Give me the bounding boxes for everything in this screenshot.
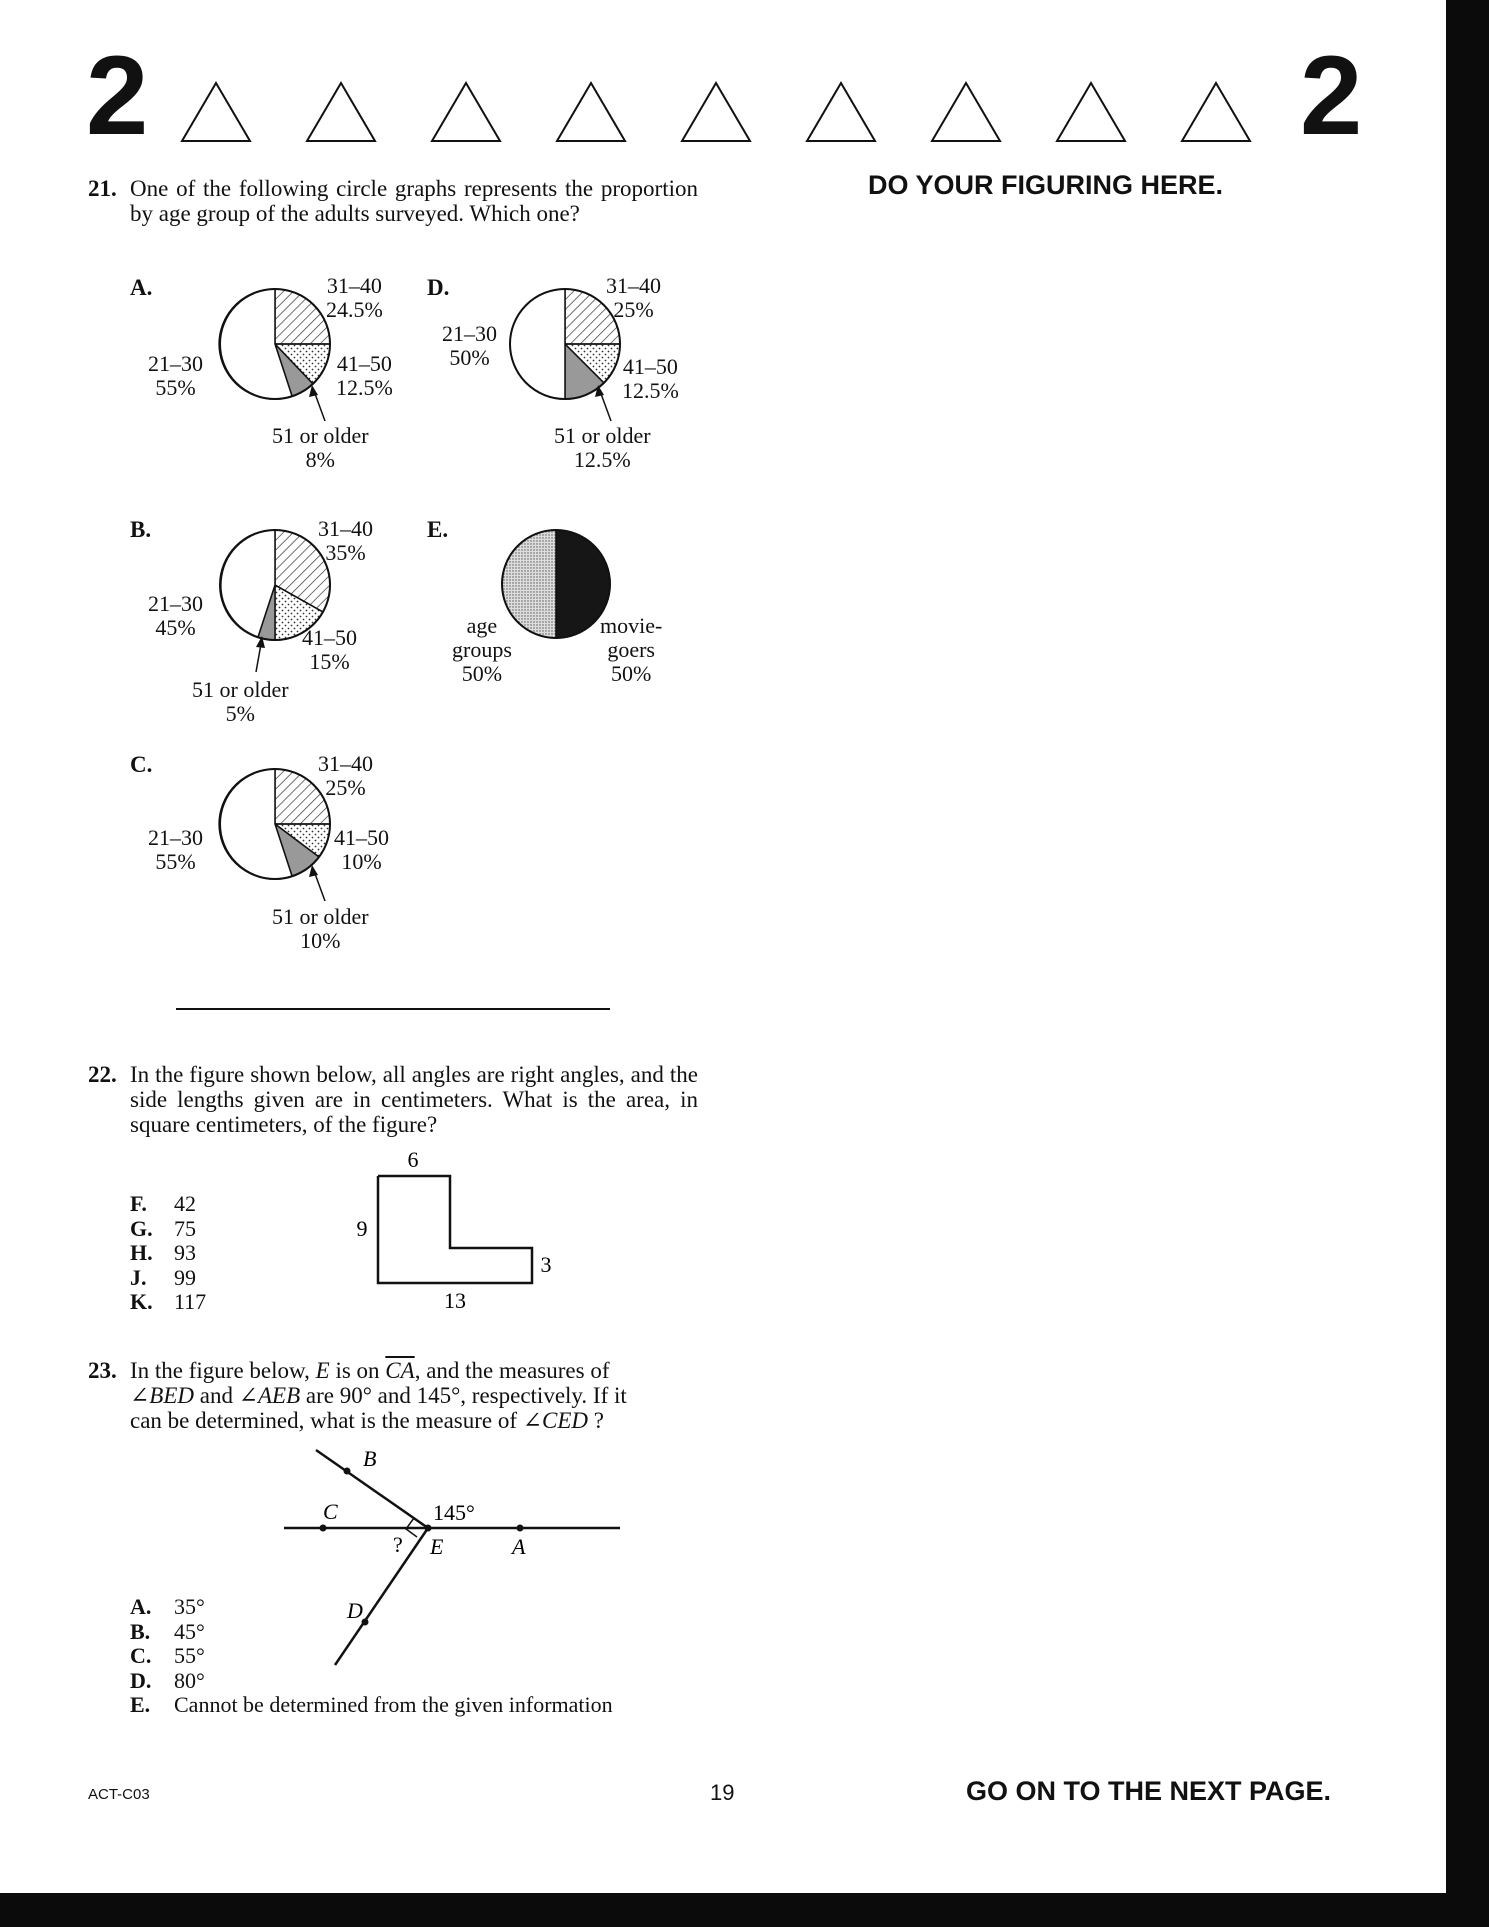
answer-choice[interactable]: K. 117 <box>130 1289 207 1314</box>
scan-edge-bottom <box>0 1893 1489 1927</box>
triangle-icon <box>1180 80 1252 144</box>
option-letter: E. <box>427 517 449 542</box>
slice-label-31-40: 31–40 25% <box>606 273 661 322</box>
pointer-arrow <box>300 385 330 425</box>
slice-label-41-50: 41–50 12.5% <box>622 354 679 403</box>
question-number: 23. <box>88 1358 117 1383</box>
slice-label-51-older: 51 or older 8% <box>272 423 369 472</box>
figuring-note: DO YOUR FIGURING HERE. <box>868 170 1224 200</box>
answer-choices <box>130 1595 613 1718</box>
divider <box>176 1008 610 1010</box>
option-letter: A. <box>130 275 153 300</box>
side-label-top: 6 <box>407 1147 419 1172</box>
answer-choice[interactable]: G. 75 <box>130 1215 196 1241</box>
triangle-icon <box>305 80 377 144</box>
slice-label-51-older: 51 or older 10% <box>272 904 369 953</box>
triangle-icon <box>1055 80 1127 144</box>
pie-chart-a <box>218 287 332 401</box>
page-number: 19 <box>710 1780 735 1805</box>
pie-chart-d <box>508 287 622 401</box>
triangle-icon <box>180 80 252 144</box>
option-letter: D. <box>427 275 450 300</box>
point-label-d: D <box>347 1598 363 1623</box>
l-shape-figure <box>350 1145 560 1315</box>
answer-choice[interactable]: A. 35° <box>130 1594 205 1619</box>
section-number-right: 2 <box>1300 33 1363 158</box>
answer-choice[interactable]: E. Cannot be determined from the given information <box>130 1692 613 1717</box>
scan-edge-right <box>1446 0 1489 1927</box>
triangle-icon <box>930 80 1002 144</box>
pointer-arrow <box>586 385 616 425</box>
slice-label-21-30: 21–30 50% <box>442 321 497 370</box>
slice-label-31-40: 31–40 25% <box>318 751 373 800</box>
pointer-arrow <box>300 865 330 905</box>
answer-choice[interactable]: C. 55° <box>130 1643 205 1668</box>
answer-choice[interactable]: H. 93 <box>130 1240 196 1265</box>
slice-label-41-50: 41–50 10% <box>334 825 389 874</box>
question-number: 22. <box>88 1062 117 1087</box>
form-code: ACT-C03 <box>88 1786 150 1803</box>
triangle-icon <box>555 80 627 144</box>
pie-chart-e <box>500 528 612 640</box>
slice-label-31-40: 31–40 35% <box>318 516 373 565</box>
answer-choice[interactable]: F. 42 <box>130 1191 196 1216</box>
pointer-arrow <box>250 636 270 674</box>
slice-label-21-30: 21–30 55% <box>148 825 203 874</box>
go-on-note: GO ON TO THE NEXT PAGE. <box>966 1776 1332 1806</box>
question-text: In the figure shown below, all angles are right angles, and the side lengths given are in centimeters. What is the area, in square centimeters, of the figure? <box>130 1062 698 1137</box>
side-label-right: 3 <box>540 1252 552 1277</box>
option-letter: C. <box>130 752 153 777</box>
question-text: One of the following circle graphs represents the proportion by age group of the adults surveyed. Which one? <box>130 176 698 226</box>
slice-label-41-50: 41–50 12.5% <box>336 351 393 400</box>
triangle-icon <box>680 80 752 144</box>
side-label-left: 9 <box>356 1216 368 1241</box>
answer-choice[interactable]: D. 80° <box>130 1667 205 1693</box>
slice-label-51-older: 51 or older 12.5% <box>554 423 651 472</box>
section-number-left: 2 <box>86 33 149 158</box>
point-label-a: A <box>512 1534 526 1559</box>
answer-choices <box>130 1192 206 1315</box>
point-label-e: E <box>430 1534 444 1559</box>
slice-label-moviegoers: movie- goers 50% <box>600 613 663 686</box>
unknown-angle-label: ? <box>393 1532 403 1557</box>
answer-choice[interactable]: J. 99 <box>130 1264 196 1290</box>
triangle-icon <box>430 80 502 144</box>
point-label-c: C <box>323 1499 338 1524</box>
slice-label-21-30: 21–30 45% <box>148 591 203 640</box>
triangle-icon <box>805 80 877 144</box>
angle-label: 145° <box>433 1500 475 1525</box>
option-letter: B. <box>130 517 152 542</box>
slice-label-51-older: 51 or older 5% <box>192 677 289 726</box>
point-label-b: B <box>363 1446 377 1471</box>
slice-label-41-50: 41–50 15% <box>302 625 357 674</box>
side-label-bottom: 13 <box>444 1288 466 1313</box>
slice-label-31-40: 31–40 24.5% <box>326 273 383 322</box>
pie-chart-c <box>218 767 332 881</box>
answer-choice[interactable]: B. 45° <box>130 1618 205 1644</box>
slice-label-age-groups: age groups 50% <box>452 613 512 686</box>
question-number: 21. <box>88 176 117 201</box>
slice-label-21-30: 21–30 55% <box>148 351 203 400</box>
question-text: In the figure below, E is on $\overline{CA}$, and the measures of ∠BED and ∠AEB are 90° and 145°, respectively. If it can be determined, what is the measure of ∠CED ? <box>130 1358 627 1433</box>
